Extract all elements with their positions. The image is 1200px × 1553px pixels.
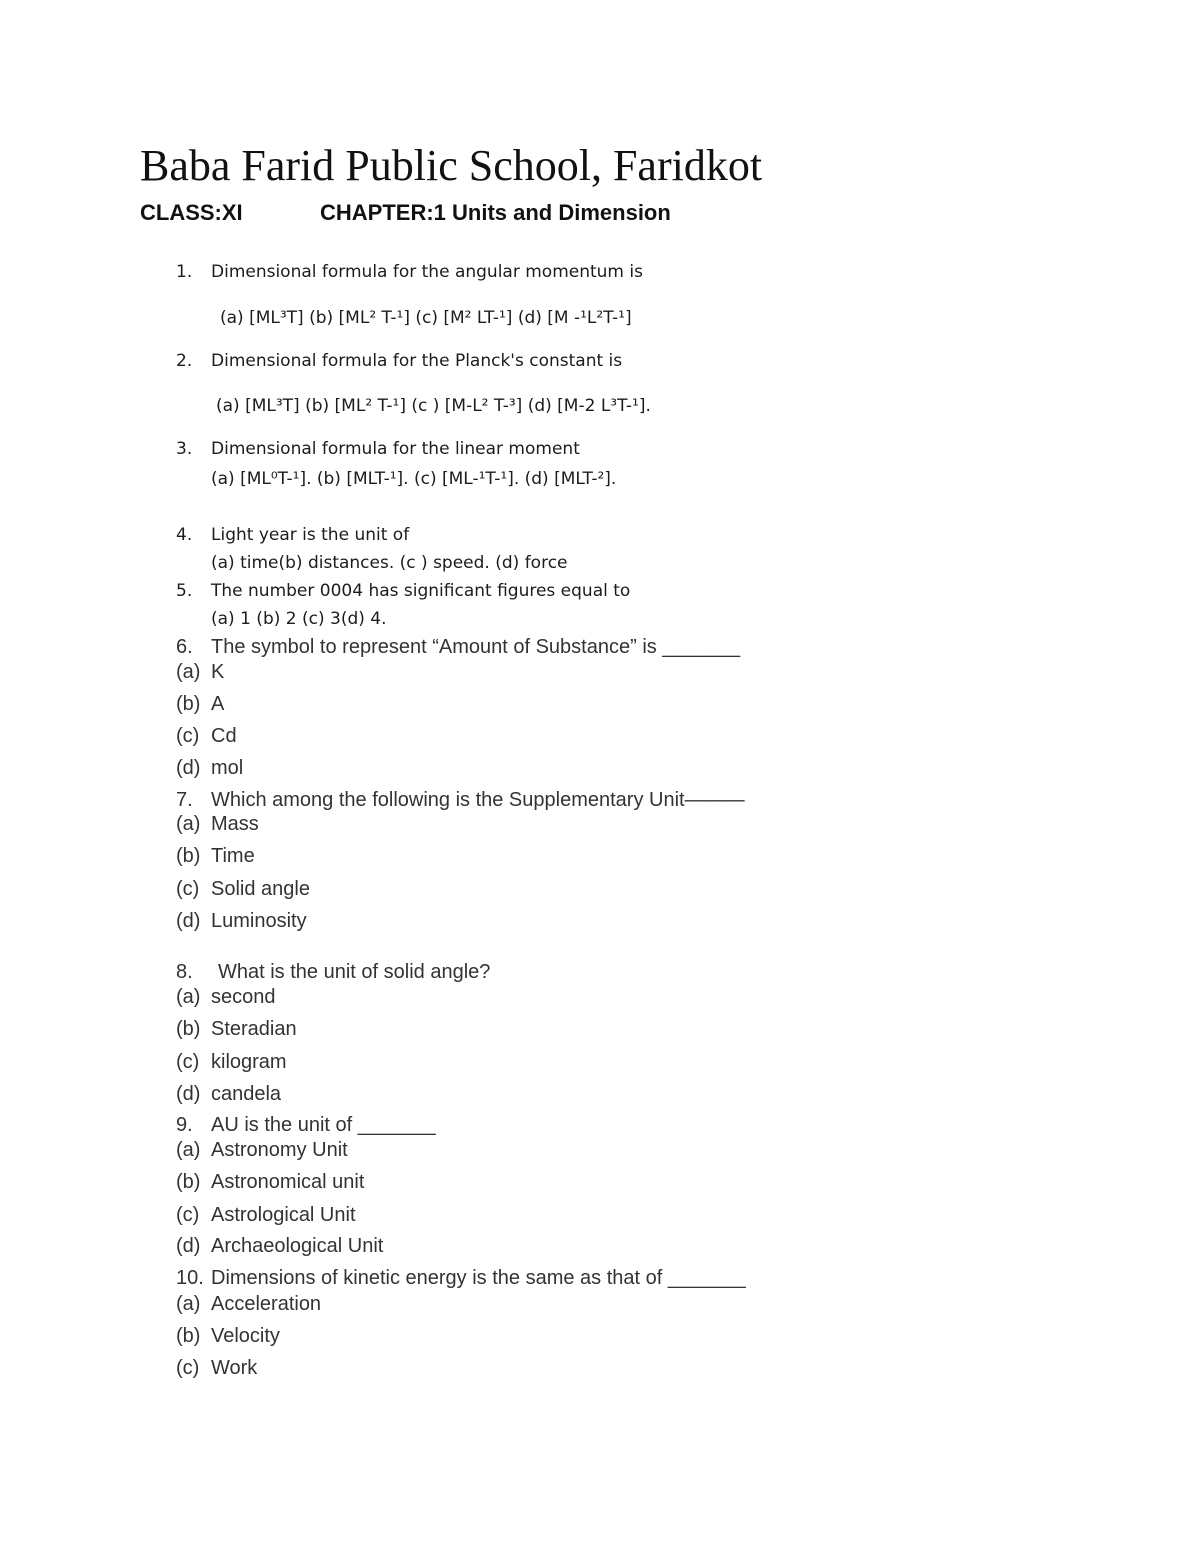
option-label: (a)	[176, 661, 201, 683]
option-label: (c)	[176, 1051, 200, 1073]
option-text: mol	[211, 757, 244, 779]
question-text: The number 0004 has significant figures equal to	[211, 581, 631, 601]
question-text: Dimensions of kinetic energy is the same as that of _______	[211, 1267, 746, 1289]
option-label: (b)	[176, 845, 201, 867]
option-text: Astronomy Unit	[211, 1139, 348, 1161]
option-text: second	[211, 986, 276, 1008]
option-label: (a)	[176, 1139, 201, 1161]
option-label: (c)	[176, 1357, 200, 1379]
option-label: (b)	[176, 693, 201, 715]
option-text: kilogram	[211, 1051, 287, 1073]
option-label: (b)	[176, 1171, 201, 1193]
option-label: (d)	[176, 757, 201, 779]
question-text: Light year is the unit of	[211, 525, 410, 545]
question-options: (a) [ML³T] (b) [ML² T-¹] (c) [M² LT-¹] (d) [M -¹L²T-¹]	[220, 308, 632, 328]
option-label: (d)	[176, 1235, 201, 1257]
question-text: What is the unit of solid angle?	[218, 961, 491, 983]
option-text: candela	[211, 1083, 282, 1105]
question-number: 1.	[176, 262, 193, 282]
option-label: (b)	[176, 1018, 201, 1040]
question-number: 4.	[176, 525, 193, 545]
page-title: Baba Farid Public School, Faridkot	[140, 141, 763, 190]
option-text: Astrological Unit	[211, 1204, 356, 1226]
class-label: CLASS:XI	[140, 200, 243, 225]
question-text: Dimensional formula for the linear moment	[211, 439, 580, 459]
question-number: 5.	[176, 581, 193, 601]
option-text: Archaeological Unit	[211, 1235, 384, 1257]
option-label: (a)	[176, 986, 201, 1008]
option-text: Solid angle	[211, 878, 310, 900]
option-text: Time	[211, 845, 255, 867]
option-label: (a)	[176, 1293, 201, 1315]
chapter-label: CHAPTER:1 Units and Dimension	[320, 200, 671, 225]
question-options: (a) time(b) distances. (c ) speed. (d) force	[211, 553, 568, 573]
question-text: Dimensional formula for the angular momentum is	[211, 262, 643, 282]
option-text: Acceleration	[211, 1293, 322, 1315]
question-text: AU is the unit of _______	[211, 1114, 436, 1136]
option-text: Luminosity	[211, 910, 307, 932]
question-number: 7.	[176, 789, 193, 811]
question-options: (a) 1 (b) 2 (c) 3(d) 4.	[211, 609, 387, 629]
option-label: (d)	[176, 910, 201, 932]
option-label: (b)	[176, 1325, 201, 1347]
question-number: 8.	[176, 961, 193, 983]
option-label: (c)	[176, 725, 200, 747]
option-label: (c)	[176, 1204, 200, 1226]
option-label: (a)	[176, 813, 201, 835]
option-text: Astronomical unit	[211, 1171, 365, 1193]
option-label: (d)	[176, 1083, 201, 1105]
question-number: 2.	[176, 351, 193, 371]
question-number: 9.	[176, 1114, 193, 1136]
question-options: (a) [ML³T] (b) [ML² T-¹] (c ) [M-L² T-³] (d) [M-2 L³T-¹].	[216, 396, 651, 416]
question-number: 3.	[176, 439, 193, 459]
question-text: The symbol to represent “Amount of Substance” is _______	[211, 636, 741, 658]
option-text: K	[211, 661, 225, 683]
question-number: 10.	[176, 1267, 204, 1289]
question-number: 6.	[176, 636, 193, 658]
option-text: Steradian	[211, 1018, 297, 1040]
question-text: Which among the following is the Supplementary Unit———	[211, 789, 745, 811]
option-text: Mass	[211, 813, 259, 835]
option-text: Cd	[211, 725, 237, 747]
option-label: (c)	[176, 878, 200, 900]
question-options: (a) [ML⁰T-¹]. (b) [MLT-¹]. (c) [ML-¹T-¹]. (d) [MLT-²].	[211, 469, 617, 489]
question-text: Dimensional formula for the Planck's constant is	[211, 351, 623, 371]
option-text: A	[211, 693, 225, 715]
option-text: Work	[211, 1357, 258, 1379]
option-text: Velocity	[211, 1325, 280, 1347]
